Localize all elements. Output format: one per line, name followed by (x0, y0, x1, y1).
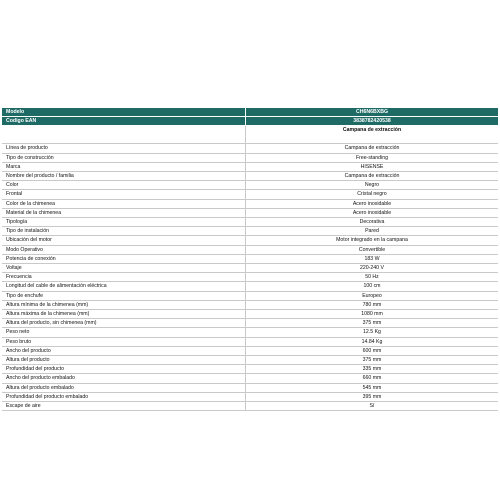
spec-label: Marca (2, 162, 246, 171)
spec-value: Campana de extracción (246, 172, 499, 181)
spec-value: Sí (246, 402, 499, 411)
table-row (2, 264, 498, 273)
subtitle: Campana de extracción (246, 126, 499, 144)
header-row (2, 108, 498, 117)
spec-value: 545 mm (246, 383, 499, 392)
table-row (2, 356, 498, 365)
table-row (2, 227, 498, 236)
table-row (2, 383, 498, 392)
spec-label: Altura mínima de la chimenea (mm) (2, 300, 246, 309)
spec-value: 183 W (246, 254, 499, 263)
table-row (2, 190, 498, 199)
subtitle-blank (2, 126, 246, 144)
table-row (2, 162, 498, 171)
spec-label: Altura del producto, sin chimenea (mm) (2, 319, 246, 328)
spec-table (2, 108, 498, 411)
spec-label: Tipología (2, 218, 246, 227)
spec-value: 100 cm (246, 282, 499, 291)
spec-value: Acero inoxidable (246, 199, 499, 208)
table-row (2, 144, 498, 153)
spec-label: Nombre del producto / familia (2, 172, 246, 181)
spec-label: Ancho del producto (2, 346, 246, 355)
header-row (2, 117, 498, 126)
table-row (2, 273, 498, 282)
spec-label: Color de la chimenea (2, 199, 246, 208)
table-row (2, 392, 498, 401)
table-row (2, 319, 498, 328)
spec-label: Altura del producto embalado (2, 383, 246, 392)
subtitle-row (2, 126, 498, 144)
spec-value: 600 mm (246, 346, 499, 355)
spec-label: Material de la chimenea (2, 208, 246, 217)
spec-label: Voltaje (2, 264, 246, 273)
spec-value: 375 mm (246, 356, 499, 365)
header-value: 3838782420538 (246, 117, 499, 126)
table-row (2, 153, 498, 162)
table-row (2, 374, 498, 383)
spec-value: 335 mm (246, 365, 499, 374)
spec-value: 375 mm (246, 319, 499, 328)
table-row (2, 310, 498, 319)
spec-label: Frecuencia (2, 273, 246, 282)
header-label: Codigo EAN (2, 117, 246, 126)
spec-label: Potencia de conexión (2, 254, 246, 263)
spec-sheet (2, 108, 498, 411)
spec-value: Negro (246, 181, 499, 190)
table-row (2, 282, 498, 291)
spec-value: Decorativa (246, 218, 499, 227)
spec-label: Tipo de instalación (2, 227, 246, 236)
table-row (2, 181, 498, 190)
header-value: CH6N6BXBG (246, 108, 499, 117)
spec-value: 1080 mm (246, 310, 499, 319)
spec-label: Escape de aire (2, 402, 246, 411)
table-row (2, 208, 498, 217)
table-row (2, 172, 498, 181)
table-row (2, 365, 498, 374)
spec-label: Frontal (2, 190, 246, 199)
spec-label: Tipo de enchufe (2, 291, 246, 300)
table-row (2, 328, 498, 337)
table-row (2, 199, 498, 208)
spec-value: Acero inoxidable (246, 208, 499, 217)
spec-value: 50 Hz (246, 273, 499, 282)
table-row (2, 402, 498, 411)
spec-label: Ubicación del motor (2, 236, 246, 245)
spec-value: Motor integrado en la campana (246, 236, 499, 245)
spec-value: 395 mm (246, 392, 499, 401)
spec-value: HISENSE (246, 162, 499, 171)
table-row (2, 346, 498, 355)
spec-label: Profundidad del producto (2, 365, 246, 374)
table-row (2, 337, 498, 346)
table-row (2, 300, 498, 309)
spec-label: Peso bruto (2, 337, 246, 346)
spec-value: Free-standing (246, 153, 499, 162)
spec-label: Ancho del producto embalado (2, 374, 246, 383)
spec-value: Campana de extracción (246, 144, 499, 153)
spec-value: 780 mm (246, 300, 499, 309)
spec-label: Peso neto (2, 328, 246, 337)
spec-value: Cristal negro (246, 190, 499, 199)
table-row (2, 291, 498, 300)
spec-value: Europeo (246, 291, 499, 300)
spec-label: Tipo de construcción (2, 153, 246, 162)
spec-value: 14.84 Kg (246, 337, 499, 346)
table-row (2, 218, 498, 227)
table-row (2, 245, 498, 254)
spec-label: Línea de producto (2, 144, 246, 153)
spec-value: 12.5 Kg (246, 328, 499, 337)
spec-label: Longitud del cable de alimentación eléctrica (2, 282, 246, 291)
table-row (2, 236, 498, 245)
spec-value: 660 mm (246, 374, 499, 383)
spec-value: 220-240 V (246, 264, 499, 273)
spec-label: Altura máxima de la chimenea (mm) (2, 310, 246, 319)
spec-label: Modo Operativo (2, 245, 246, 254)
spec-table-body (2, 108, 498, 411)
header-label: Modelo (2, 108, 246, 117)
spec-label: Profundidad del producto embalado (2, 392, 246, 401)
table-row (2, 254, 498, 263)
spec-value: Convertible (246, 245, 499, 254)
spec-label: Altura del producto (2, 356, 246, 365)
spec-label: Color (2, 181, 246, 190)
spec-value: Pared (246, 227, 499, 236)
